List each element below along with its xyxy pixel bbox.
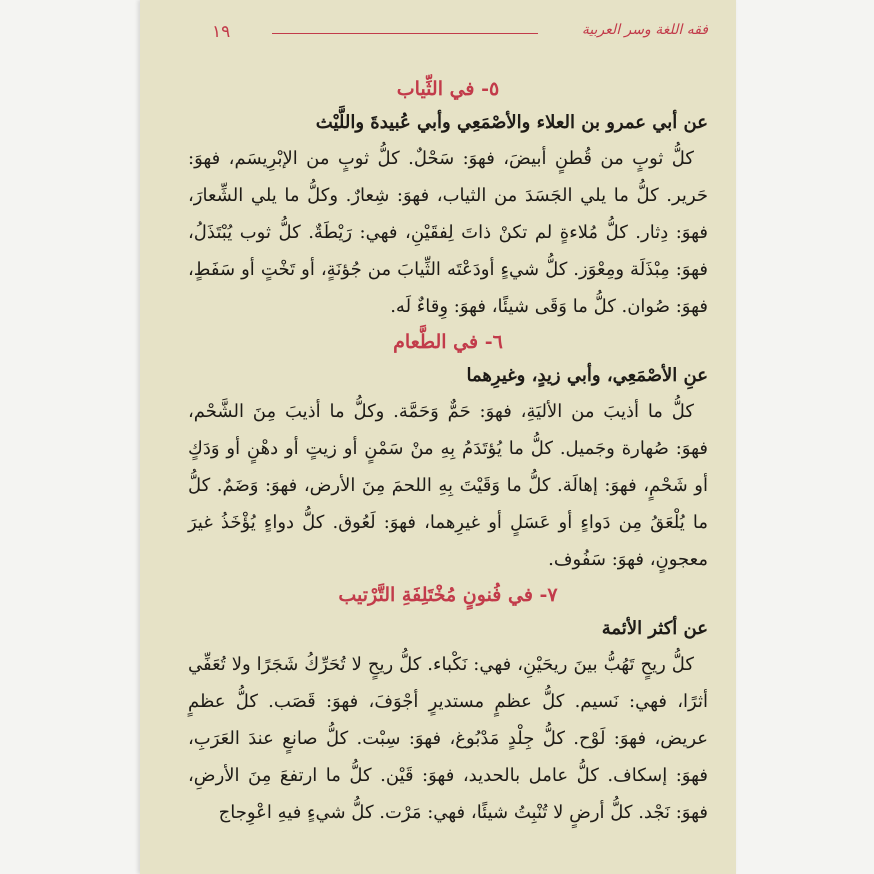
section-miscellaneous: [188, 578, 708, 831]
section-title: ٥- في الثِّياب: [396, 78, 500, 100]
header-rule: [272, 33, 538, 34]
page-body: [188, 72, 708, 831]
page-number: ١٩: [212, 22, 231, 42]
section-text: كلُّ ما أذيبَ من الأليَةِ، فهوَ: حَمٌّ وَحَمَّة. وكلُّ ما أذيبَ مِنَ الشَّحْم، فهوَ: صُهارة وجَميل. كلُّ ما يُؤتَدَمُ بِهِ منْ سَمْنٍ أو زيتٍ أو دهْنٍ أو وَدَكٍ أو شَحْمٍ، فهوَ: إهالَة. كلُّ ما وَقَيْتَ بِهِ اللحمَ مِنَ الأرض، فهوَ: وَضَمٌ. كلُّ ما يُلْعَقُ مِن دَواءٍ أو عَسَلٍ أو غيرِهما، فهوَ: لَعُوق. كلُّ دواءٍ يُؤْخَذُ غيرَ معجونٍ، فهوَ: سَفُوف.: [188, 401, 708, 570]
section-title: ٦- في الطَّعام: [393, 331, 503, 353]
page-header: [212, 22, 708, 46]
running-title: فقه اللغة وسر العربية: [581, 22, 708, 38]
book-page: [140, 0, 736, 874]
section-text: كلُّ ثوبٍ من قُطنٍ أبيضَ، فهوَ: سَحْلٌ. كلُّ ثوبٍ من الإبْرِيسَم، فهوَ: حَرير. كلُّ ما يلي الجَسَدَ من الثياب، فهوَ: شِعارٌ. وكلُّ ما يلي الشِّعارَ، فهوَ: دِثار. كلُّ مُلاءةٍ لم تكنْ ذاتَ لِفقَيْنِ، فهي: رَيْطَةٌ. كلُّ ثوب يُبْتَذَلُ، فهوَ: مِبْذَلَة ومِعْوَز. كلُّ شيءٍ أودَعْتَه الثِّيابَ من جُؤنَةٍ، أو تَخْتٍ أو سَفَطٍ، فهوَ: صُوان. كلُّ ما وَقَى شيئًا، فهوَ: وِقاءٌ لَه.: [188, 148, 708, 317]
section-text: كلُّ ريحٍ تَهُبُّ بينَ ريحَيْنِ، فهي: نَكْباء. كلُّ ريحٍ لا تُحَرِّكُ شَجَرًا ولا تُعَفِّي أثرًا، فهي: نَسيم. كلُّ عظمٍ مستديرٍ أجْوَفَ، فهوَ: قَصَب. كلُّ عظمٍ عريض، فهوَ: لَوْح. كلُّ جِلْدٍ مَدْبُوغ، فهوَ: سِبْت. كلُّ صانعٍ عندَ العَرَبِ، فهوَ: إسكاف. كلُّ عامل بالحديد، فهوَ: قَيْن. كلُّ ما ارتفعَ مِنَ الأرضِ، فهوَ: نَجْد. كلُّ أرضٍ لا تُنْبِتُ شيئًا، فهي: مَرْت. كلُّ شيءٍ فيهِ اعْوِجاج: [188, 654, 708, 823]
section-title: ٧- في فُنونٍ مُخْتَلِفَةِ التَّرْتيب: [338, 584, 558, 606]
section-source: عن أكثر الأئمة: [601, 618, 708, 639]
section-source: عنِ الأصْمَعِي، وأبي زيدٍ، وغيرِهما: [466, 365, 708, 386]
section-food: [188, 325, 708, 578]
section-source: عن أبي عمرو بن العلاء والأصْمَعِي وأبي عُبيدةَ واللَّيْث: [315, 112, 708, 133]
section-clothes: [188, 72, 708, 325]
